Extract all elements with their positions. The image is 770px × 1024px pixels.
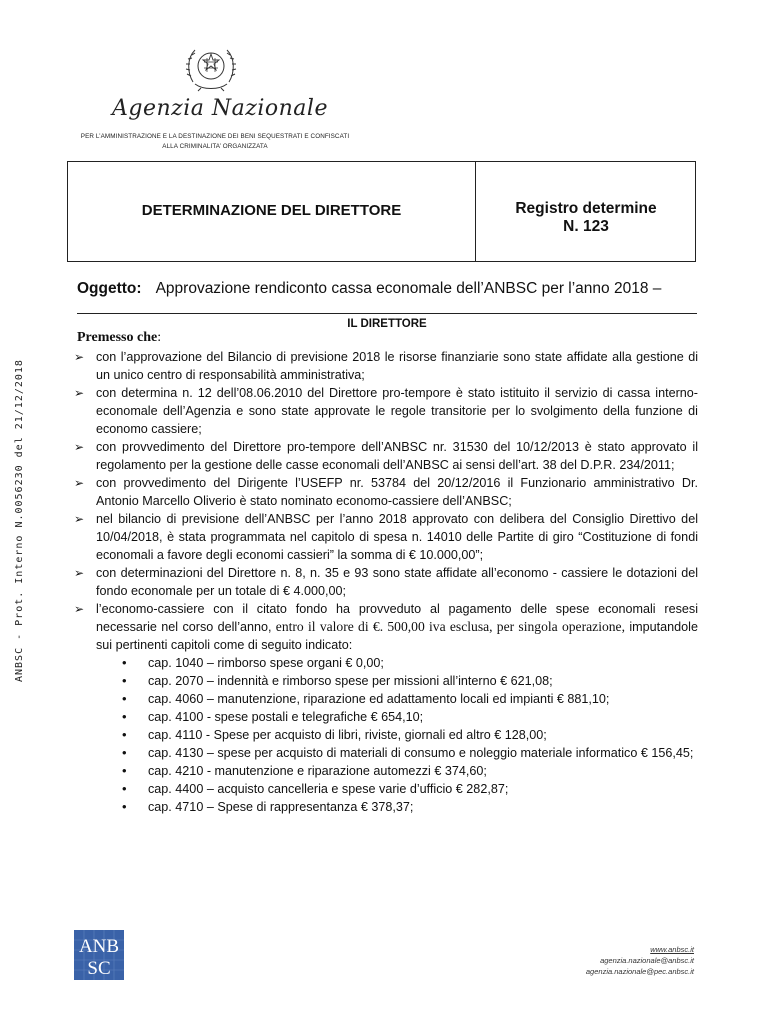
chapter-text: cap. 4060 – manutenzione, riparazione ed adattamento locali ed impianti € 881,10;	[148, 692, 610, 706]
list-item	[74, 564, 698, 600]
arrow-bullet-icon: ➢	[74, 566, 85, 580]
document-type-title: DETERMINAZIONE DEL DIRETTORE	[141, 202, 402, 219]
chapter-text: cap. 4100 - spese postali e telegrafiche € 654,10;	[148, 710, 424, 724]
bullet-icon: •	[122, 709, 127, 724]
arrow-bullet-icon: ➢	[74, 386, 85, 400]
chapter-item	[122, 726, 698, 744]
bullet-icon: •	[122, 673, 127, 688]
protocol-stamp: ANBSC - Prot. Interno N.0056230 del 21/12/2018	[14, 359, 25, 682]
paragraph-text-part3: imputandole sui pertinenti capitoli come di seguito indicato:	[96, 620, 698, 652]
list-item	[74, 384, 698, 438]
bullet-icon: •	[122, 745, 127, 760]
arrow-bullet-icon: ➢	[74, 440, 85, 454]
list-item	[74, 600, 698, 654]
anbsc-logo-icon	[74, 930, 124, 980]
document-body	[74, 348, 698, 816]
arrow-bullet-icon: ➢	[74, 350, 85, 364]
paragraph-text: con determina n. 12 dell’08.06.2010 del Direttore pro-tempore è stato istituito il servizio di cassa interno-economale dell’Agenzia e sono state approvate le regole transitorie per lo svolgimento della funzione di economo cassiere;	[96, 386, 698, 436]
subject-text: Approvazione rendiconto cassa economale dell’ANBSC per l’anno 2018 –	[155, 280, 662, 297]
list-item	[74, 438, 698, 474]
bullet-icon: •	[122, 691, 127, 706]
paragraph-text: con provvedimento del Dirigente l’USEFP nr. 53784 del 20/12/2016 il Funzionario amministrativo Dr. Antonio Marcello Oliverio è stato nominato economo-cassiere dell’ANBSC;	[96, 476, 698, 508]
register-number	[476, 200, 696, 236]
subject-line	[77, 280, 697, 298]
subject-label: Oggetto:	[77, 280, 142, 297]
agency-subtitle-line2: ALLA CRIMINALITA’ ORGANIZZATA	[162, 143, 268, 150]
italian-republic-emblem-icon	[183, 42, 239, 94]
chapter-text: cap. 1040 – rimborso spese organi € 0,00;	[148, 656, 384, 670]
bullet-icon: •	[122, 655, 127, 670]
bullet-icon: •	[122, 799, 127, 814]
chapter-text: cap. 4210 - manutenzione e riparazione automezzi € 374,60;	[148, 764, 487, 778]
chapter-item	[122, 690, 698, 708]
bullet-icon: •	[122, 763, 127, 778]
chapter-item	[122, 708, 698, 726]
arrow-bullet-icon: ➢	[74, 602, 85, 616]
director-heading: IL DIRETTORE	[347, 318, 427, 330]
chapter-list	[122, 654, 698, 816]
footer-contacts	[586, 944, 694, 977]
horizontal-rule	[77, 313, 697, 314]
arrow-bullet-icon: ➢	[74, 512, 85, 526]
logo-text-top: ANB	[78, 936, 120, 957]
premesso-heading	[77, 330, 161, 346]
chapter-text: cap. 2070 – indennità e rimborso spese per missioni all’interno € 621,08;	[148, 674, 553, 688]
chapter-item	[122, 672, 698, 690]
chapter-item	[122, 780, 698, 798]
paragraph-text-part2: entro il valore di €. 500,00 iva esclusa, per singola operazione,	[271, 619, 625, 634]
chapter-item	[122, 744, 698, 762]
chapter-item	[122, 762, 698, 780]
paragraph-text: nel bilancio di previsione dell’ANBSC per l’anno 2018 approvato con delibera del Consiglio Direttivo del 10/04/2018, è stata programmata nel capitolo di spesa n. 14010 delle Partite di giro “Costituzione di fondi economali a favore degli economi cassieri” la somma di € 10.000,00”;	[96, 512, 698, 562]
list-item	[74, 474, 698, 510]
agency-subtitle	[70, 132, 360, 152]
email-address[interactable]: agenzia.nazionale@anbsc.it	[600, 956, 694, 965]
title-box	[67, 161, 696, 262]
pec-address[interactable]: agenzia.nazionale@pec.anbsc.it	[585, 967, 694, 976]
agency-name: Agenzia Nazionale	[112, 96, 328, 121]
paragraph-text: con l’approvazione del Bilancio di previsione 2018 le risorse finanziarie sono state affidate alla gestione di un unico centro di responsabilità amministrativa;	[96, 350, 698, 382]
arrow-bullet-icon: ➢	[74, 476, 85, 490]
bullet-icon: •	[122, 781, 127, 796]
list-item	[74, 348, 698, 384]
paragraph-text-part1: l’economo-cassiere con il citato fondo ha provveduto al pagamento delle spese economali resesi necessarie nel corso dell’anno,	[96, 602, 698, 634]
premesso-colon: :	[157, 330, 162, 345]
agency-subtitle-line1: PER L’AMMINISTRAZIONE E LA DESTINAZIONE DEI BENI SEQUESTRATI E CONFISCATI	[80, 133, 350, 140]
bullet-icon: •	[122, 727, 127, 742]
list-item	[74, 510, 698, 564]
website-link[interactable]: www.anbsc.it	[650, 945, 694, 954]
register-label: Registro determine	[515, 200, 657, 217]
chapter-text: cap. 4400 – acquisto cancelleria e spese varie d’ufficio € 282,87;	[148, 782, 509, 796]
determination-number: N. 123	[563, 218, 609, 235]
premesso-label: Premesso che	[77, 330, 158, 345]
chapter-text: cap. 4110 - Spese per acquisto di libri, riviste, giornali ed altro € 128,00;	[148, 728, 547, 742]
paragraph-text: con provvedimento del Direttore pro-tempore dell’ANBSC nr. 31530 del 10/12/2013 è stato approvato il regolamento per la gestione delle casse economali dell’ANBSC ai sensi dell’art. 38 del D.P.R. 234/2011;	[96, 440, 698, 472]
chapter-text: cap. 4710 – Spese di rappresentanza € 378,37;	[148, 800, 414, 814]
chapter-item	[122, 654, 698, 672]
chapter-text: cap. 4130 – spese per acquisto di materiali di consumo e noleggio materiale informatico € 156,45;	[148, 746, 694, 760]
chapter-item	[122, 798, 698, 816]
logo-text-bottom: SC	[87, 958, 111, 979]
paragraph-text: con determinazioni del Direttore n. 8, n. 35 e 93 sono state affidate all’economo - cassiere le dotazioni del fondo economale per un totale di € 4.000,00;	[96, 566, 698, 598]
paragraph-text	[96, 600, 698, 654]
